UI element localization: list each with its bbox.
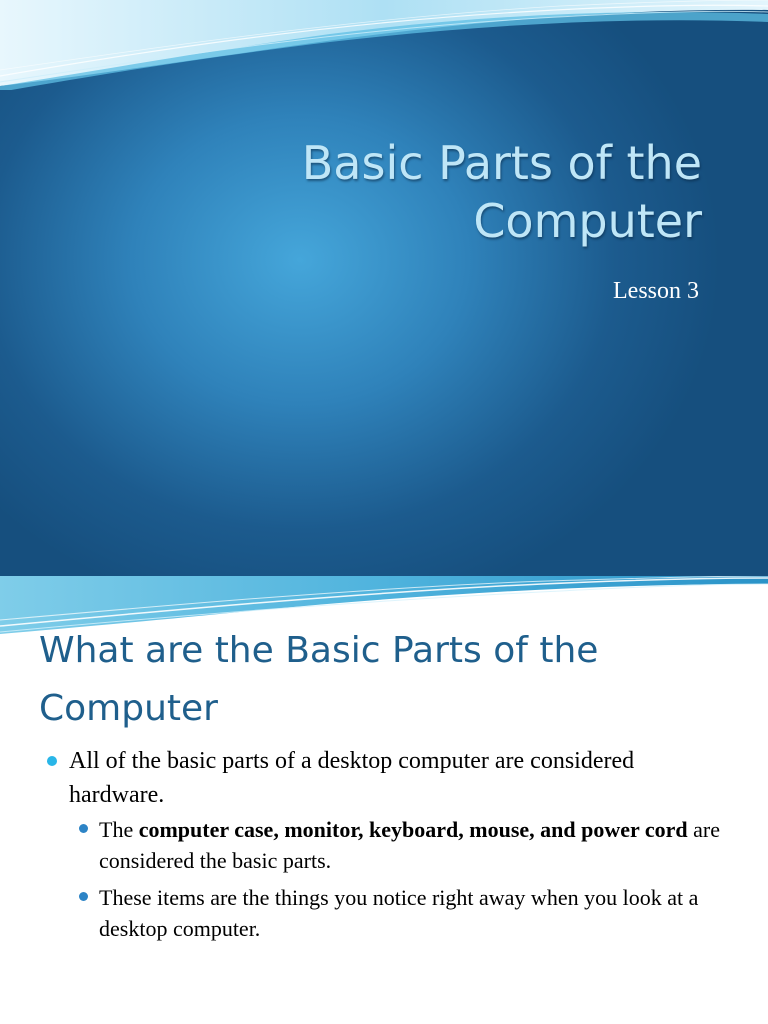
bullet-item: All of the basic parts of a desktop computer are considered hardware. <box>69 748 635 808</box>
slide-title-line-1: Basic Parts of the <box>301 136 702 190</box>
bullet-dot-icon <box>47 756 57 766</box>
slide-title <box>82 134 702 250</box>
slide-subtitle: Lesson 3 <box>613 278 699 304</box>
sub-bullet-dot-icon <box>79 824 88 833</box>
content-heading-line-2: Computer <box>39 688 218 729</box>
sub-bullet-suffix: are considered the basic parts. <box>99 817 721 873</box>
wave-decoration-top <box>0 0 768 90</box>
sub-bullet-item <box>99 814 739 876</box>
content-heading-line-1: What are the Basic Parts of the <box>39 630 599 671</box>
sub-bullet-prefix: The <box>99 817 139 842</box>
sub-bullet-bold-text: computer case, monitor, keyboard, mouse, and power cord <box>138 817 688 842</box>
content-slide <box>0 576 768 1024</box>
sub-bullet-dot-icon <box>79 892 88 901</box>
sub-bullet-item: These items are the things you notice right away when you look at a desktop computer. <box>99 885 699 941</box>
slide-title-line-2: Computer <box>473 194 702 248</box>
content-heading <box>39 622 739 738</box>
